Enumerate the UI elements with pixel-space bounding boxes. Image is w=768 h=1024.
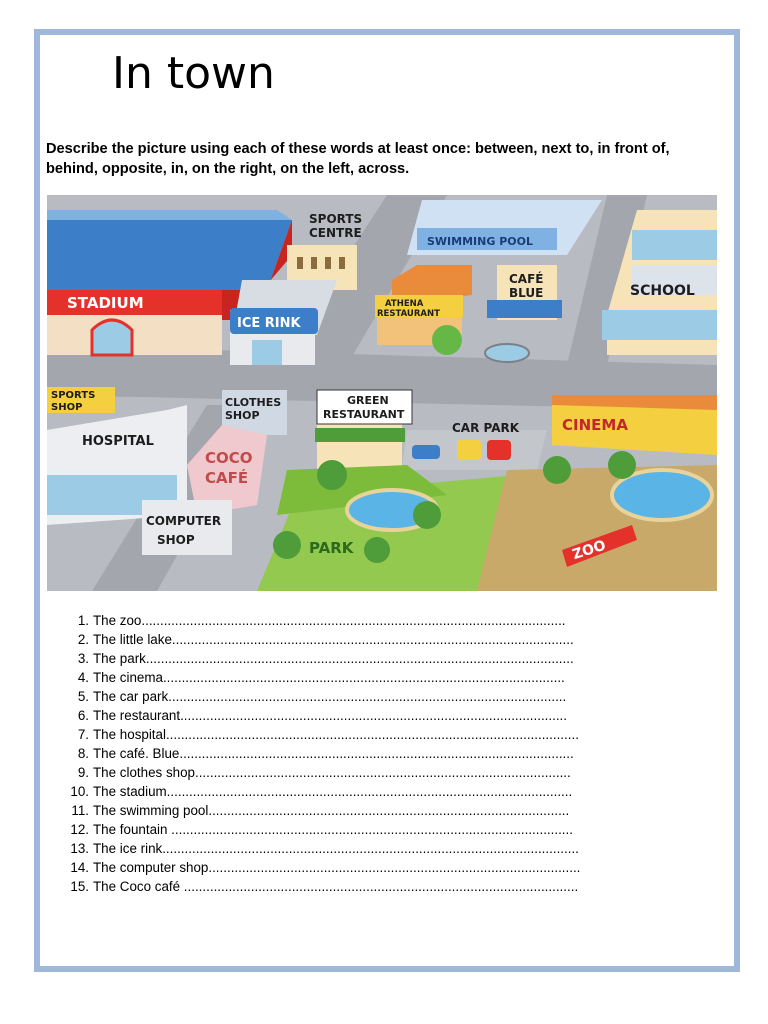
list-item — [64, 820, 724, 839]
clothes-shop-label-1: CLOTHES — [225, 396, 282, 409]
item-number: 3. — [77, 651, 89, 666]
park-label: PARK — [309, 539, 354, 557]
athena-label-2: RESTAURANT — [377, 309, 440, 319]
item-number: 7. — [77, 727, 89, 742]
zoo — [477, 451, 717, 591]
cafe-blue-label-1: CAFÉ — [509, 272, 544, 286]
cinema-building — [552, 395, 717, 455]
item-number: 4. — [77, 670, 89, 685]
sports-centre-label-1: SPORTS — [309, 212, 363, 226]
athena-label-1: ATHENA — [385, 299, 424, 309]
item-number: 6. — [77, 708, 89, 723]
list-item — [64, 782, 724, 801]
green-restaurant-building — [315, 390, 412, 470]
item-text: The zoo.................................................................................................................. — [93, 613, 566, 628]
item-text: The stadium............................................................................................................. — [93, 784, 573, 799]
zoo-label: ZOO — [570, 537, 608, 564]
stadium-label: STADIUM — [67, 294, 144, 312]
list-item — [64, 725, 724, 744]
item-text: The computer shop.................................................................................................... — [93, 860, 581, 875]
item-text: The clothes shop..................................................................................................... — [93, 765, 571, 780]
list-item — [64, 877, 724, 896]
item-number: 12. — [70, 822, 89, 837]
clothes-shop-label-2: SHOP — [225, 409, 260, 422]
item-text: The cinema............................................................................................................ — [93, 670, 565, 685]
coco-cafe-label-2: CAFÉ — [205, 469, 249, 487]
cafe-blue-label-2: BLUE — [509, 286, 544, 300]
school-label: SCHOOL — [630, 283, 695, 299]
item-number: 5. — [77, 689, 89, 704]
computer-shop-label-2: SHOP — [157, 533, 195, 547]
item-text: The car park........................................................................................................... — [93, 689, 567, 704]
sports-centre-label-2: CENTRE — [309, 226, 362, 240]
item-text: The hospital............................................................................................................... — [93, 727, 579, 742]
cafe-blue-building — [487, 265, 562, 320]
computer-shop-label-1: COMPUTER — [146, 514, 222, 528]
green-restaurant-label-2: RESTAURANT — [323, 408, 405, 421]
cinema-label: CINEMA — [562, 416, 628, 434]
list-item — [64, 744, 724, 763]
list-item — [64, 801, 724, 820]
list-item — [64, 763, 724, 782]
item-number: 2. — [77, 632, 89, 647]
coco-cafe-label-1: COCO — [205, 449, 253, 467]
list-item — [64, 649, 724, 668]
car-park-label: CAR PARK — [452, 421, 520, 435]
park — [257, 460, 517, 591]
item-number: 10. — [70, 784, 89, 799]
item-text: The café. Blue.......................................................................................................... — [93, 746, 574, 761]
item-number: 13. — [70, 841, 89, 856]
list-item — [64, 858, 724, 877]
sports-shop-label-2: SHOP — [51, 402, 83, 413]
item-text: The restaurant........................................................................................................ — [93, 708, 568, 723]
page-title: In town — [112, 48, 275, 99]
list-item — [64, 630, 724, 649]
item-text: The ice rink................................................................................................................ — [93, 841, 579, 856]
instructions: Describe the picture using each of these words at least once: between, next to, in front of, behind, opposite, in, on the right, on the left, across. — [46, 141, 670, 177]
item-number: 15. — [70, 879, 89, 894]
item-number: 9. — [77, 765, 89, 780]
green-restaurant-label-1: GREEN — [347, 394, 389, 407]
item-text: The swimming pool................................................................................................. — [93, 803, 570, 818]
item-text: The fountain ............................................................................................................ — [93, 822, 573, 837]
list-item — [64, 839, 724, 858]
item-text: The park................................................................................................................... — [93, 651, 574, 666]
list-item — [64, 706, 724, 725]
item-number: 14. — [70, 860, 89, 875]
ice-rink-label: ICE RINK — [237, 316, 301, 331]
list-item — [64, 611, 724, 630]
question-list — [64, 611, 724, 896]
list-item — [64, 668, 724, 687]
item-number: 8. — [77, 746, 89, 761]
item-number: 11. — [71, 803, 89, 818]
item-text: The Coco café .......................................................................................................... — [93, 879, 579, 894]
sports-shop-label-1: SPORTS — [51, 390, 96, 401]
list-item — [64, 687, 724, 706]
item-text: The little lake............................................................................................................ — [93, 632, 574, 647]
town-illustration — [47, 195, 717, 591]
computer-shop-building — [142, 500, 232, 555]
hospital-label: HOSPITAL — [82, 434, 154, 449]
item-number: 1. — [77, 613, 89, 628]
swimming-pool-label: SWIMMING POOL — [427, 235, 533, 248]
